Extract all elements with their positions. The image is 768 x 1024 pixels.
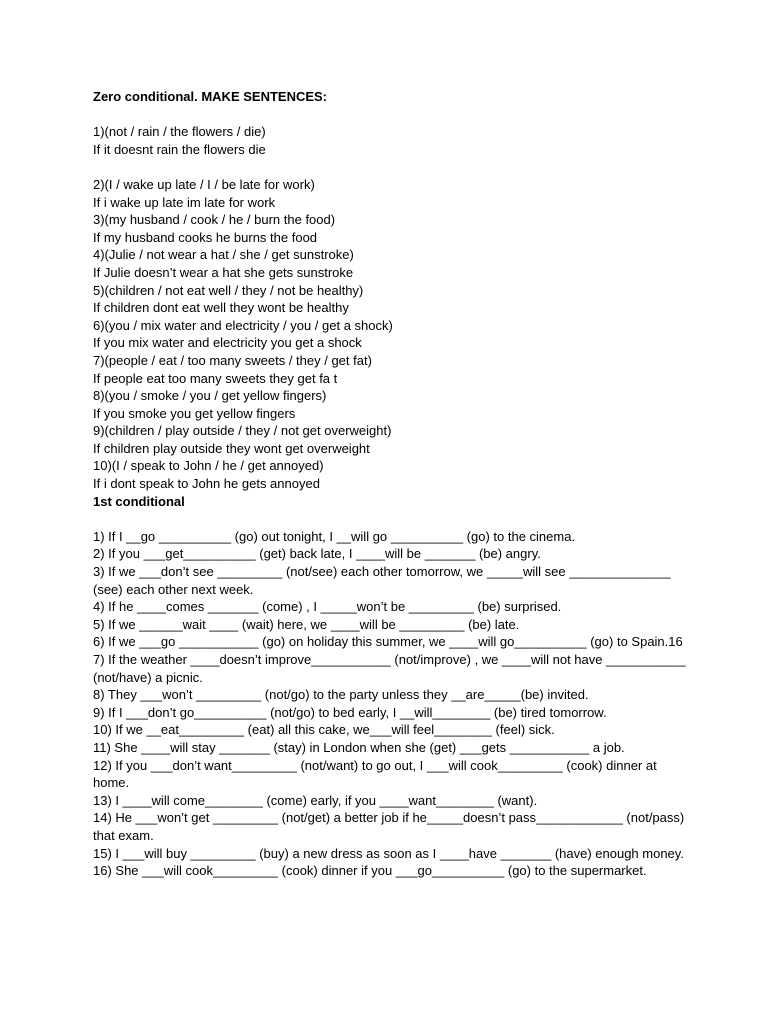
zero-prompt-10: 10)(I / speak to John / he / get annoyed) (93, 458, 324, 474)
first-item-3: 3) If we ___don’t see _________ (not/see) each other tomorrow, we _____will see ______________ (see) each other next week. (93, 564, 675, 597)
zero-answer-2: If i wake up late im late for work (93, 194, 276, 210)
first-item-8: 8) They ___won’t _________ (not/go) to the party unless they __are_____(be) invited. (93, 687, 589, 703)
first-conditional-title: 1st conditional (93, 493, 185, 509)
first-item-10: 10) If we __eat_________ (eat) all this cake, we___will feel________ (feel) sick. (93, 722, 555, 738)
first-item-13: 13) I ____will come________ (come) early, if you ____want________ (want). (93, 792, 538, 808)
zero-prompt-6: 6)(you / mix water and electricity / you / get a shock) (93, 317, 393, 333)
zero-answer-6: If you mix water and electricity you get a shock (93, 335, 362, 351)
zero-answer-7: If people eat too many sweets they get fa t (93, 370, 338, 386)
zero-answer-5: If children dont eat well they wont be healthy (93, 300, 349, 316)
first-item-6: 6) If we ___go ___________ (go) on holiday this summer, we ____will go__________ (go) to Spain.16 (93, 634, 683, 650)
first-item-4: 4) If he ____comes _______ (come) , I _____won’t be _________ (be) surprised. (93, 599, 562, 615)
first-item-7: 7) If the weather ____doesn’t improve___________ (not/improve) , we ____will not have ___________ (not/have) a picnic. (93, 652, 690, 685)
zero-prompt-5: 5)(children / not eat well / they / not be healthy) (93, 282, 364, 298)
zero-prompt-3: 3)(my husband / cook / he / burn the food) (93, 212, 336, 228)
first-item-1: 1) If I __go __________ (go) out tonight, I __will go __________ (go) to the cinema. (93, 528, 576, 544)
zero-prompt-7: 7)(people / eat / too many sweets / they / get fat) (93, 352, 372, 368)
zero-answer-10: If i dont speak to John he gets annoyed (93, 476, 320, 492)
first-item-5: 5) If we ______wait ____ (wait) here, we ____will be _________ (be) late. (93, 616, 520, 632)
spacer (93, 106, 693, 124)
zero-conditional-title: Zero conditional. MAKE SENTENCES: (93, 89, 328, 104)
zero-prompt-9: 9)(children / play outside / they / not get overweight) (93, 423, 392, 439)
zero-answer-4: If Julie doesn’t wear a hat she gets sunstroke (93, 264, 354, 280)
zero-answer-8: If you smoke you get yellow fingers (93, 405, 296, 421)
first-item-2: 2) If you ___get__________ (get) back late, I ____will be _______ (be) angry. (93, 546, 541, 562)
first-item-15: 15) I ___will buy _________ (buy) a new dress as soon as I ____have _______ (have) enough money. (93, 845, 684, 861)
zero-prompt-2: 2)(I / wake up late / I / be late for work) (93, 176, 315, 192)
first-item-14: 14) He ___won’t get _________ (not/get) a better job if he_____doesn’t pass____________ (not/pass) that exam. (93, 810, 688, 843)
zero-prompt-4: 4)(Julie / not wear a hat / she / get sunstroke) (93, 247, 354, 263)
first-item-9: 9) If I ___don’t go__________ (not/go) to bed early, I __will________ (be) tired tomorrow. (93, 704, 607, 720)
first-item-12: 12) If you ___don’t want_________ (not/want) to go out, I ___will cook_________ (cook) dinner at home. (93, 757, 661, 791)
zero-prompt-8: 8)(you / smoke / you / get yellow fingers) (93, 388, 327, 404)
first-item-11: 11) She ____will stay _______ (stay) in London when she (get) ___gets ___________ a job. (93, 739, 625, 755)
zero-answer-9: If children play outside they wont get overweight (93, 440, 370, 456)
worksheet-page (93, 88, 693, 880)
first-item-16: 16) She ___will cook_________ (cook) dinner if you ___go__________ (go) to the supermarket. (93, 863, 647, 879)
zero-prompt-1: 1)(not / rain / the flowers / die) (93, 124, 266, 140)
zero-answer-1: If it doesnt rain the flowers die (93, 141, 266, 157)
spacer (93, 510, 693, 528)
spacer (93, 158, 693, 176)
zero-answer-3: If my husband cooks he burns the food (93, 229, 318, 245)
